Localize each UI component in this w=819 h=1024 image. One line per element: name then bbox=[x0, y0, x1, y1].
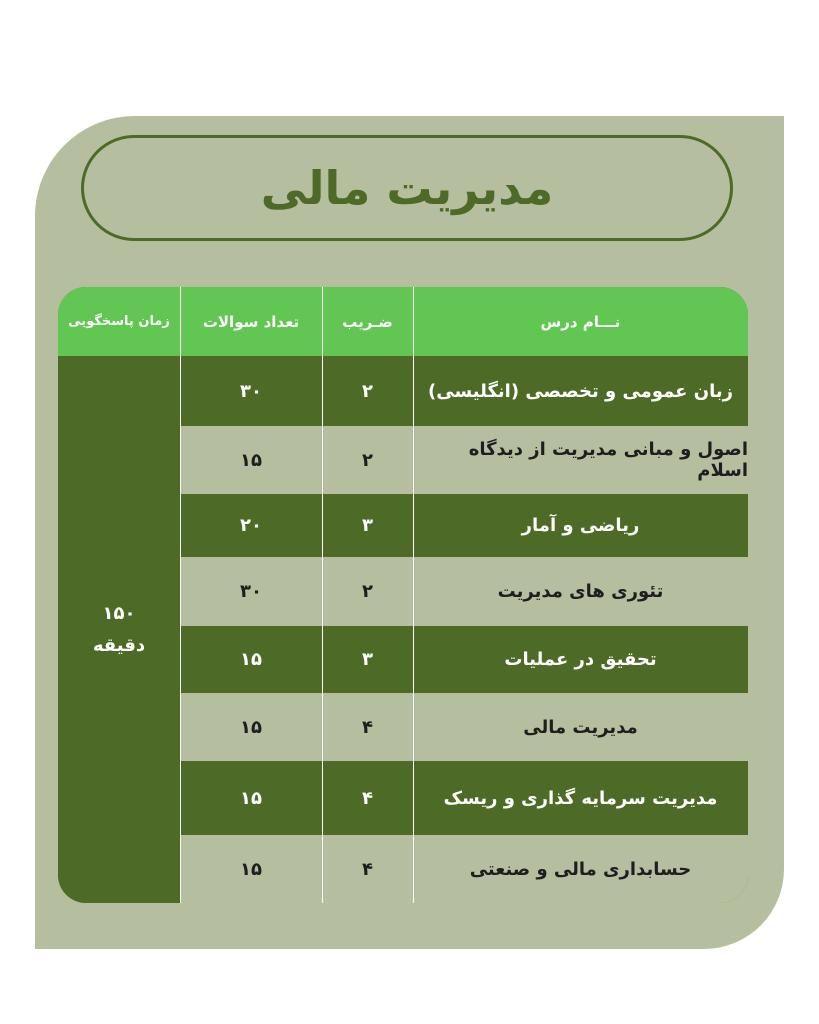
coefficient-cell: ۴ bbox=[362, 716, 373, 738]
question-count-cell: ۱۵ bbox=[240, 649, 262, 670]
question-count-cell: ۲۰ bbox=[240, 515, 262, 536]
table-row bbox=[180, 494, 748, 557]
coefficient-cell: ۳ bbox=[362, 649, 373, 670]
coefficient-cell: ۲ bbox=[362, 581, 373, 602]
table-row bbox=[180, 356, 748, 426]
coefficient-cell: ۳ bbox=[362, 515, 373, 536]
column-divider bbox=[180, 287, 181, 903]
header-questions: تعداد سوالات bbox=[202, 312, 300, 331]
course-name-cell: تحقیق در عملیات bbox=[504, 649, 657, 670]
page-title: مدیریت مالی bbox=[260, 161, 554, 215]
time-unit: دقیقه bbox=[92, 634, 146, 656]
column-divider bbox=[413, 287, 414, 903]
coefficient-cell: ۴ bbox=[362, 858, 373, 880]
course-name-cell: ریاضی و آمار bbox=[521, 515, 640, 536]
course-name-cell: مدیریت مالی bbox=[523, 716, 638, 738]
coefficient-cell: ۲ bbox=[362, 449, 373, 471]
course-name-cell: مدیریت سرمایه گذاری و ریسک bbox=[443, 787, 718, 809]
table-header bbox=[58, 287, 748, 356]
table-row bbox=[180, 693, 748, 761]
table-row bbox=[180, 626, 748, 693]
column-divider bbox=[322, 287, 323, 903]
question-count-cell: ۱۵ bbox=[240, 716, 262, 738]
coefficient-cell: ۴ bbox=[362, 787, 373, 809]
question-count-cell: ۱۵ bbox=[240, 449, 262, 471]
table-row bbox=[180, 835, 748, 903]
title-pill bbox=[81, 135, 733, 241]
response-time-cell bbox=[58, 356, 180, 903]
header-coefficient: ضـریب bbox=[342, 312, 393, 331]
question-count-cell: ۱۵ bbox=[240, 858, 262, 880]
course-name-cell: اصول و مبانی مدیریت از دیدگاه اسلام bbox=[468, 439, 748, 481]
table-row bbox=[180, 557, 748, 626]
header-course: نـــام درس bbox=[540, 312, 621, 331]
coefficient-cell: ۲ bbox=[362, 380, 373, 402]
table-row bbox=[180, 761, 748, 835]
course-name-cell: حسابداری مالی و صنعتی bbox=[469, 858, 692, 880]
question-count-cell: ۳۰ bbox=[240, 581, 262, 602]
header-time: زمان پاسخگویی bbox=[68, 314, 170, 329]
course-name-cell: زبان عمومی و تخصصی (انگلیسی) bbox=[428, 380, 733, 402]
course-name-cell: تئوری های مدیریت bbox=[497, 581, 664, 602]
question-count-cell: ۱۵ bbox=[240, 787, 262, 809]
courses-table bbox=[58, 287, 748, 903]
question-count-cell: ۳۰ bbox=[240, 380, 262, 402]
time-value: ۱۵۰ bbox=[102, 602, 136, 624]
table-row bbox=[180, 426, 748, 494]
